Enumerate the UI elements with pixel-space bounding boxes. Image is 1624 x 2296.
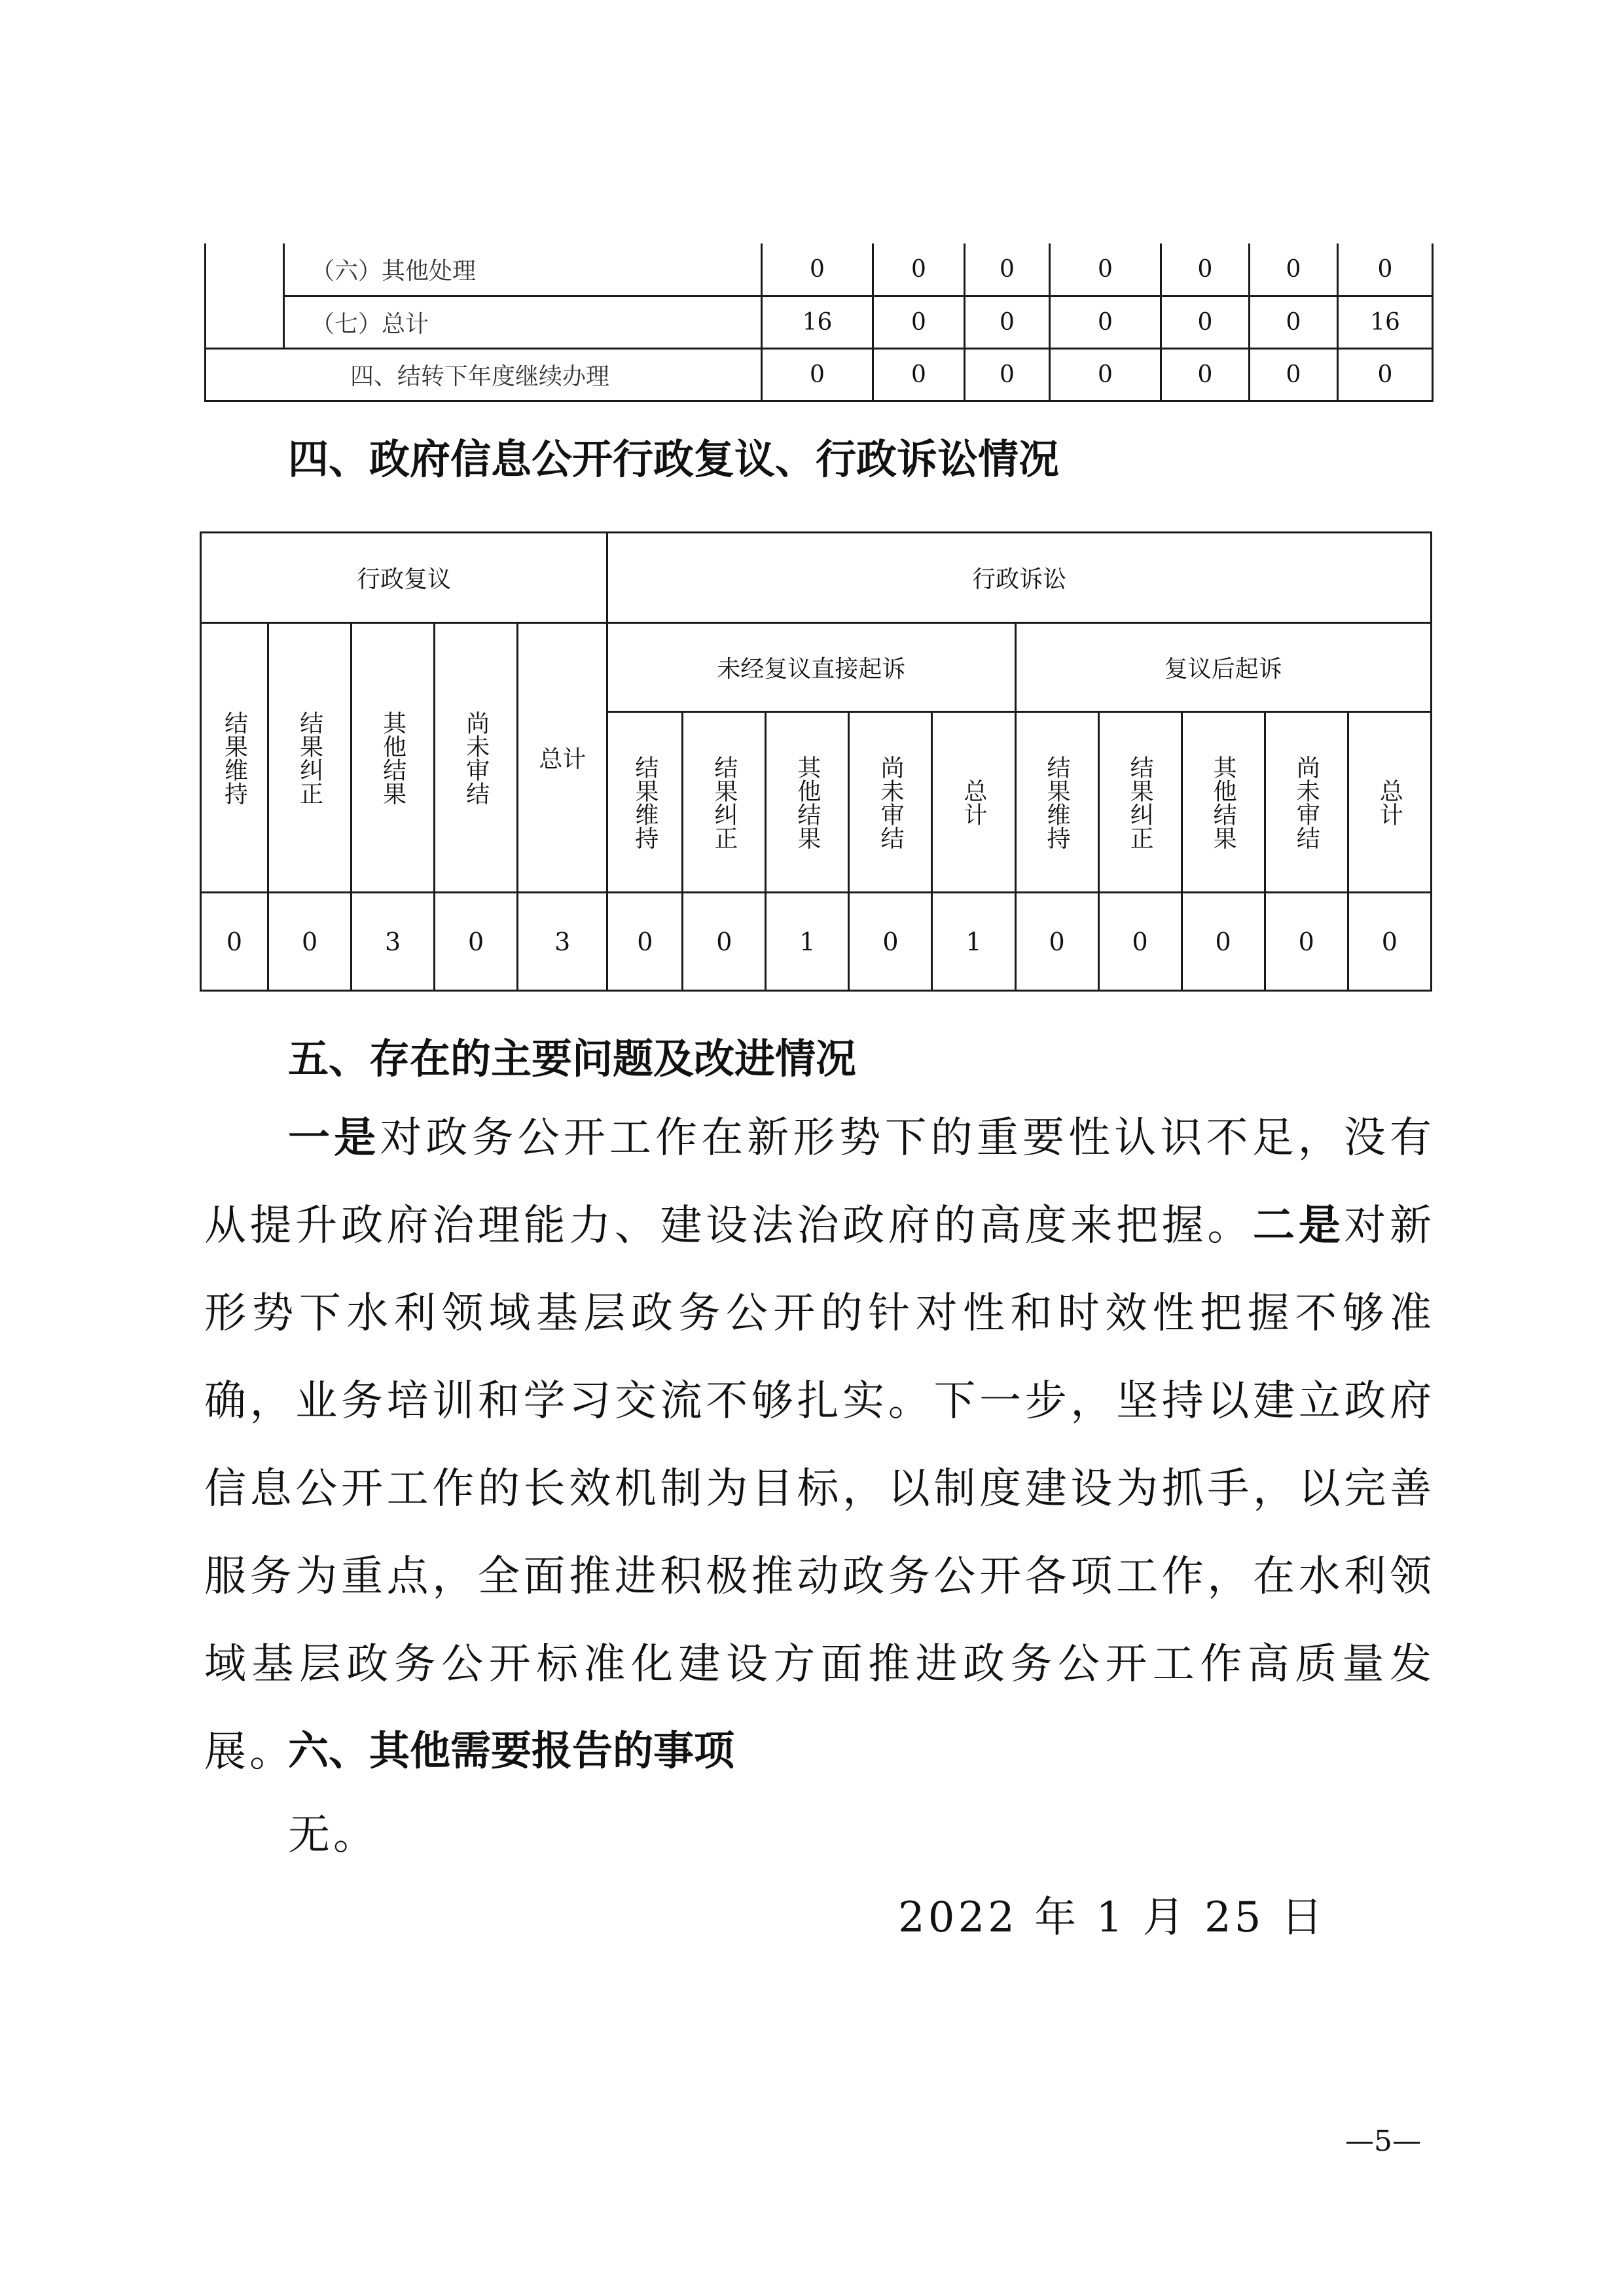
direct-col-header: 总计 [932,712,1015,893]
after-col-header: 其他结果 [1182,712,1265,893]
table-cell: 0 [1338,348,1433,401]
application-handling-table [204,243,1434,402]
after-col-header: 尚未审结 [1265,712,1348,893]
table-cell: 0 [1050,296,1161,348]
direct-col-header: 尚未审结 [849,712,932,893]
table-cell: 0 [1098,893,1182,991]
direct-col-header: 其他结果 [766,712,849,893]
emphasis-second: 二是 [1253,1201,1344,1250]
after-col-header: 结果维持 [1015,712,1098,893]
table-row [201,533,1432,623]
table-cell [206,243,284,348]
table-cell: 0 [1338,243,1433,296]
review-col-header: 结果维持 [201,623,268,893]
emphasis-first: 一是 [288,1113,380,1162]
table-cell: 0 [607,893,683,991]
row-label: （七）总计 [284,296,762,348]
table-cell: 0 [873,243,965,296]
table-cell: 0 [1161,243,1250,296]
review-header: 行政复议 [201,533,607,623]
row-label: 四、结转下年度继续办理 [206,348,762,401]
table-cell: 0 [1265,893,1348,991]
table-cell: 1 [766,893,849,991]
table-row [201,893,1432,991]
table-cell: 0 [1161,296,1250,348]
document-date: 2022 年 1 月 25 日 [898,1893,1326,1942]
row-label: （六）其他处理 [284,243,762,296]
table-cell: 0 [268,893,352,991]
after-col-header: 结果纠正 [1098,712,1182,893]
table-cell: 0 [1050,243,1161,296]
table-cell: 3 [518,893,607,991]
review-col-header: 总计 [518,623,607,893]
table-cell: 0 [201,893,268,991]
table-cell: 0 [1250,296,1338,348]
table-cell: 0 [1050,348,1161,401]
direct-suit-header: 未经复议直接起诉 [607,623,1015,712]
section5-heading: 五、存在的主要问题及改进情况 [288,1035,857,1083]
section5-body [204,1094,1435,1796]
table-cell: 0 [873,296,965,348]
table-cell: 0 [1182,893,1265,991]
review-litigation-table [200,531,1432,992]
table-cell: 3 [352,893,435,991]
table-row [206,348,1433,401]
table-cell: 16 [1338,296,1433,348]
table-cell: 0 [762,348,873,401]
table-cell: 0 [1348,893,1431,991]
table-cell: 0 [1250,348,1338,401]
table-cell: 0 [965,243,1050,296]
review-col-header: 尚未审结 [435,623,518,893]
body-text: 对政务公开工作在新形势下的重要性认识不足，没有从提升政府治理能力、建设法治政府的高度来把握。 [204,1114,1435,1250]
review-col-header: 结果纠正 [268,623,352,893]
body-text: 对新形势下水利领域基层政务公开的针对性和时效性把握不够准确，业务培训和学习交流不够扎实。下一步，坚持以建立政府信息公开工作的长效机制为目标，以制度建设为抓手，以完善服务为重点，全面推进积极推动政务公开各项工作，在水利领域基层政务公开标准化建设方面推进政务公开工作高质量发展。 [204,1202,1435,1776]
table-cell: 0 [873,348,965,401]
table-cell: 0 [1161,348,1250,401]
direct-col-header: 结果维持 [607,712,683,893]
table-cell: 0 [1015,893,1098,991]
table-cell: 1 [932,893,1015,991]
table-cell: 0 [683,893,766,991]
review-col-header: 其他结果 [352,623,435,893]
after-col-header: 总计 [1348,712,1431,893]
table-cell: 0 [762,243,873,296]
table-cell: 0 [965,296,1050,348]
table-row [206,243,1433,296]
table-row [206,296,1433,348]
section6-body: 无。 [288,1811,378,1859]
section4-heading: 四、政府信息公开行政复议、行政诉讼情况 [288,435,1060,483]
after-review-header: 复议后起诉 [1015,623,1431,712]
table-cell: 0 [1250,243,1338,296]
table-cell: 0 [965,348,1050,401]
table-cell: 0 [849,893,932,991]
table-row [201,623,1432,712]
table-cell: 0 [435,893,518,991]
table-cell: 16 [762,296,873,348]
litigation-header: 行政诉讼 [607,533,1432,623]
page-number: —5— [1345,2125,1421,2158]
section6-heading: 六、其他需要报告的事项 [288,1727,735,1774]
direct-col-header: 结果纠正 [683,712,766,893]
